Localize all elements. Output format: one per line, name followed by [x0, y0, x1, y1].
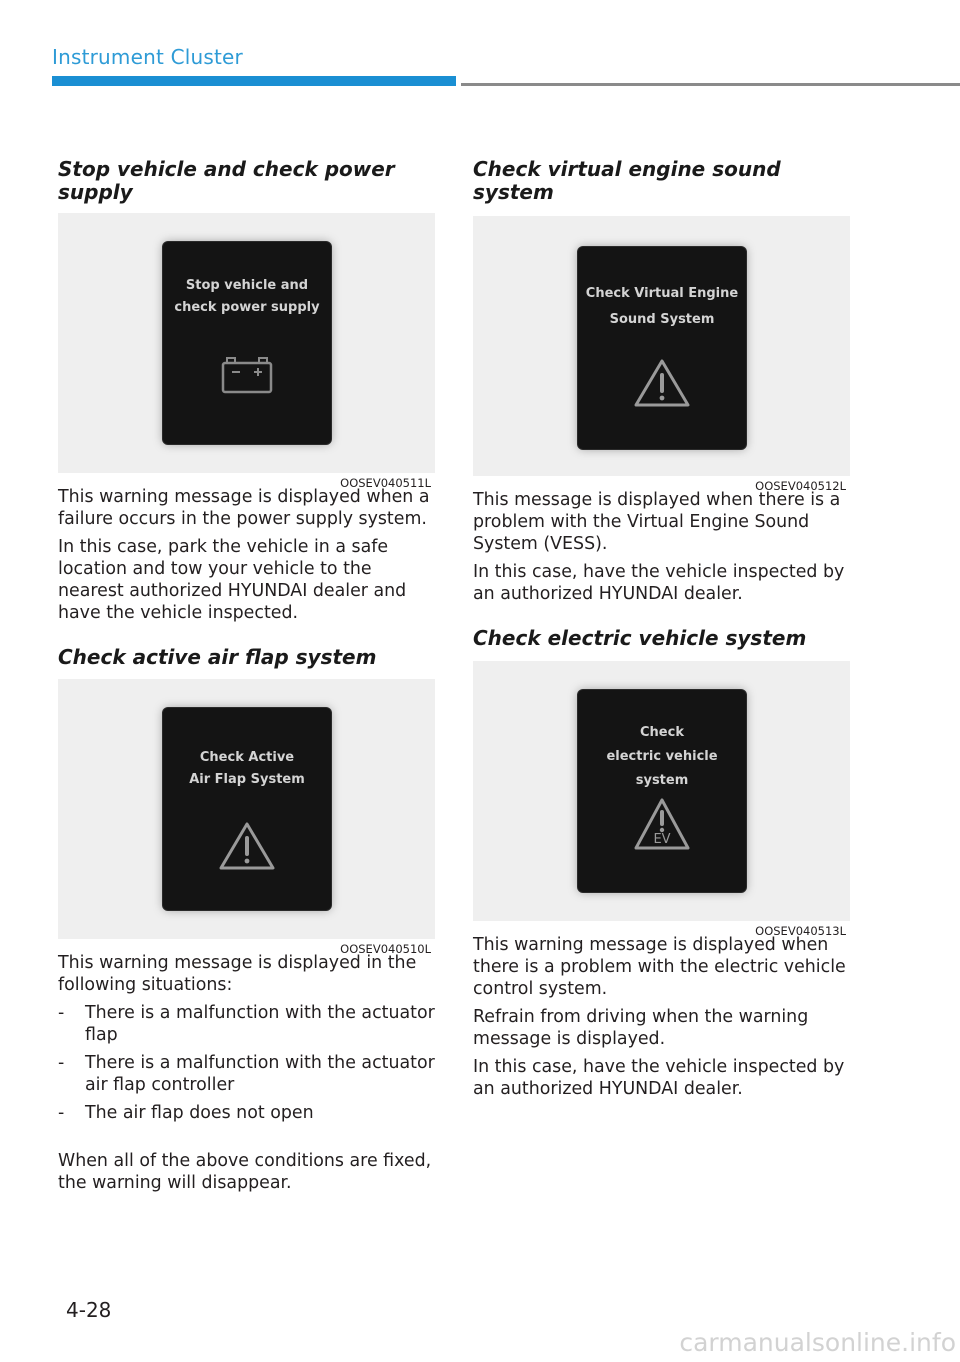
figure-air-flap: [58, 679, 435, 956]
paragraph: This message is displayed when there is a problem with the Virtual Engine Sound System (VESS).: [473, 490, 841, 554]
screen-line: Check Active: [199, 750, 295, 765]
warning-triangle-icon: [217, 820, 277, 872]
screen-line: Stop vehicle and: [185, 278, 309, 293]
cluster-screen: [163, 708, 331, 910]
figure-power-supply: [58, 213, 435, 490]
condition-list: [58, 1002, 438, 1124]
header-rule-accent: [52, 76, 456, 86]
paragraph: In this case, have the vehicle inspected by an authorized HYUNDAI dealer.: [473, 562, 845, 604]
figure-code: OOSEV040510L: [340, 942, 431, 956]
screen-line: electric vehicle system: [606, 749, 718, 788]
figure-code: OOSEV040511L: [340, 476, 431, 490]
list-item: - The air flap does not open: [58, 1103, 314, 1123]
ev-warning-triangle-icon: [632, 796, 692, 852]
figure-code: OOSEV040512L: [755, 479, 846, 493]
figure-ev: [473, 661, 850, 938]
battery-icon: [220, 355, 274, 395]
screen-line: check power supply: [174, 300, 320, 315]
paragraph: In this case, park the vehicle in a safe location and tow your vehicle to the nearest authorized HYUNDAI dealer and have the vehicle inspected.: [58, 537, 407, 623]
figure-code: OOSEV040513L: [755, 924, 846, 938]
screen-line: Sound System: [609, 312, 715, 327]
screen-line: Air Flap System: [189, 772, 305, 787]
header-rule: [461, 83, 960, 86]
right-column: [473, 158, 853, 1100]
cluster-screen: [578, 247, 746, 449]
section-heading-air-flap: Check active air flap system: [58, 645, 377, 669]
screen-line: Check: [640, 725, 684, 740]
paragraph: This warning message is displayed in the following situations:: [58, 953, 417, 995]
paragraph: Refrain from driving when the warning message is displayed.: [473, 1007, 809, 1049]
list-item: - There is a malfunction with the actuator flap: [58, 1003, 435, 1045]
paragraph: This warning message is displayed when a failure occurs in the power supply system.: [58, 487, 430, 529]
paragraph: In this case, have the vehicle inspected by an authorized HYUNDAI dealer.: [473, 1057, 845, 1099]
section-heading-ev: Check electric vehicle system: [473, 626, 807, 650]
warning-triangle-icon: [632, 357, 692, 409]
section-heading-vess: Check virtual engine sound system: [473, 157, 781, 204]
list-item: - There is a malfunction with the actuator air flap controller: [58, 1053, 435, 1095]
page-number: 4-28: [66, 1298, 112, 1322]
screen-line: Check Virtual Engine: [585, 286, 739, 301]
section-header-title: Instrument Cluster: [52, 45, 243, 69]
ev-label: EV: [653, 832, 671, 847]
figure-vess: [473, 216, 850, 493]
watermark: carmanualsonline.info: [679, 1328, 956, 1357]
section-heading-power: Stop vehicle and check power supply: [58, 157, 395, 204]
paragraph: This warning message is displayed when there is a problem with the electric vehicle control system.: [473, 935, 846, 999]
cluster-screen: [163, 242, 331, 444]
left-column: [58, 158, 438, 1194]
cluster-screen: [578, 690, 746, 892]
paragraph: When all of the above conditions are fixed, the warning will disappear.: [58, 1151, 432, 1193]
